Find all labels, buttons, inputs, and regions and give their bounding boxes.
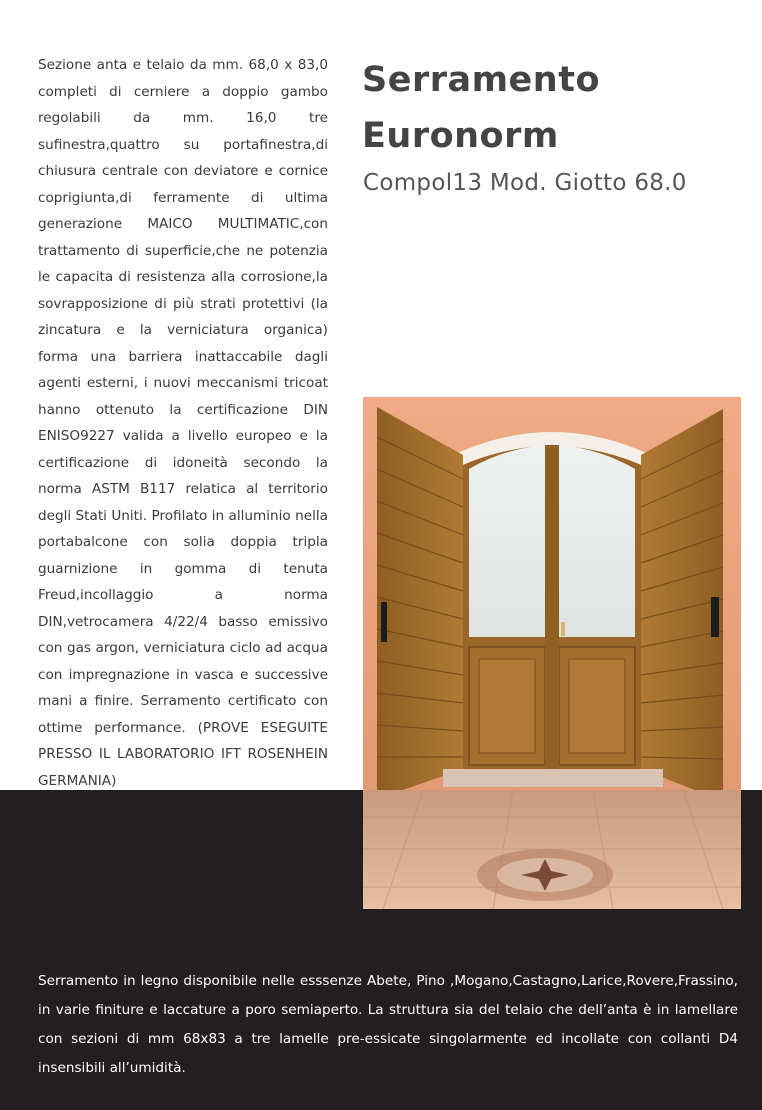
product-model-subtitle: Compol13 Mod. Giotto 68.0 <box>363 170 687 196</box>
title-line-2: Euronorm <box>362 116 559 156</box>
title-line-1: Serramento <box>362 60 600 100</box>
door-photo-illustration <box>363 397 741 909</box>
product-description: Sezione anta e telaio da mm. 68,0 x 83,0 completi di cerniere a doppio gambo regolabili da mm. 16,0 tre sufinestra,quattro su portafinestra,di chiusura centrale con deviatore e cornice coprigiunta,di ferramente di ultima generazione MAICO MULTIMATIC,con trattamento di superficie,che ne potenzia le capacita di resistenza alla corrosione,la sovrapposizione di più strati protettivi (la zincatura e la verniciatura organica) forma una barriera inattaccabile dagli agenti esterni, i nuovi meccanismi tricoat hanno ottenuto la certificazione DIN ENISO9227 valida a livello europeo e la certificazione di idoneità secondo la norma ASTM B117 relatica al territorio degli Stati Uniti. Profilato in alluminio nella portabalcone con solia doppia tripla guarnizione in gomma di tenuta Freud,incollaggio a norma DIN,vetrocamera 4/22/4 basso emissivo con gas argon, verniciatura ciclo ad acqua con impregnazione in vasca e successive mani a finire. Serramento certificato con ottime performance. (PROVE ESEGUITE PRESSO IL LABORATORIO IFT ROSENHEIN GERMANIA) <box>38 57 328 789</box>
product-photo <box>363 397 741 909</box>
footer-description: Serramento in legno disponibile nelle esssenze Abete, Pino ,Mogano,Castagno,Larice,Rovere,Frassino, in varie finiture e laccature a poro semiaperto. La struttura sia del telaio che dell’anta è in lamellare con sezioni di mm 68x83 a tre lamelle pre-essicate singolarmente ed incollate con collanti D4 insensibili all’umidità. <box>38 973 738 1076</box>
page-title <box>362 52 742 164</box>
